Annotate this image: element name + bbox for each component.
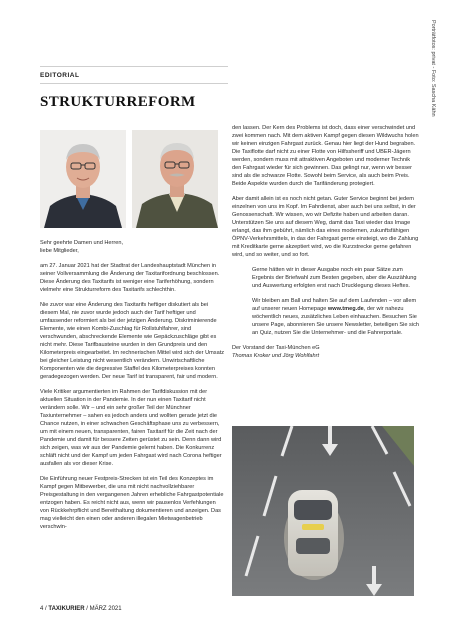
greeting-line-2: liebe Mitglieder,: [40, 248, 79, 254]
page-title: STRUKTURREFORM: [40, 94, 196, 110]
section-rule: [40, 83, 228, 84]
signoff-line: Der Vorstand der Taxi-München eG: [232, 345, 320, 351]
left-column: [40, 239, 226, 538]
page-number: 4: [40, 606, 44, 612]
photo-credit-text: Porträtfotos: privat - Foto: Sascha Kähn: [430, 20, 436, 117]
right-paragraph-2: Aber damit allein ist es noch nicht getan. Guter Service beginnt bei jedem einzelnen von uns im Kopf. Im Fahrdienst, aber auch bei uns selbst, in der Genossenschaft. Wir wissen, wo wir Defizite haben und arbeiten daran. Unterstützen Sie uns auf diesem Weg, damit das Taxi wieder das Image erlangt, das ihm gebührt, nämlich das eines modernen, zukunftsfähigen ÖPNV-Verkehrsmittels, in das der Fahrgast gerne einsteigt, wo die Zahlung mit Kreditkarte gerne akzeptiert wird, wo die Kurzstrecke gerne gefahren wird, und so weiter, und so fort.: [232, 196, 419, 258]
portrait-right: [132, 130, 218, 228]
right-paragraph-1: den lassen. Der Kern des Problems ist doch, dass einer verschwindet und zwei kommen nach. Mit dem aktiven Kampf gegen diesen Wildwuchs holen wir keinen einzigen Fahrgast zurück. Genau hier liegt der Hund begraben. Die Taxiflotte darf nicht zu einer Flotte von Hilfssheriff und UBER-Jägern werden, sondern muss mit attraktiven Angeboten und moderner Technik den Fahrgast wieder für sich gewinnen. Das gelingt nur, wenn wir besser sind als die schwarze Flotte. Sowohl beim Service, als auch beim Preis. Beide Aspekte wurden durch die Tarifänderung protegiert.: [232, 125, 419, 187]
left-paragraph-1: am 27. Januar 2021 hat der Stadtrat der Landeshauptstadt München in seiner Vollversammlung die Änderung der Taxitarifordnung beschlossen. Diese Änderung des Taxitarifs ist weniger eine Tariferhöhung, sondern vielmehr eine Strukturreform des Taxitarifs schlechthin.: [40, 263, 220, 293]
left-paragraph-4: Die Einführung neuer Festpreis-Strecken ist ein Teil des Konzeptes im Kampf gegen Mitbewerber, die uns mit nicht nachvollziehbarer Preisgestaltung in den vergangenen Jahren erhebliche Fahrgastpotentiale entzogen haben. Es reicht nicht aus, wenn wir pausenlos Verfehlungen von Rückkehrpflicht und Bereithaltung dokumentieren und anzeigen. Das mag vielleicht den einen oder anderen illegalen Mietwagenbetrieb verschwin-: [40, 476, 224, 530]
issue-date: / MÄRZ 2021: [84, 606, 122, 612]
homepage-outro: , der wir nahezu wöchentlich neues, zusätzliches Leben einhauchen. Besuchen Sie unsere Page, abonnieren Sie unsere Newsletter, beteiligen Sie sich an Quiz, nutzen Sie die Unternehmer- und die Fahrerportale.: [252, 306, 419, 336]
right-paragraph-3: Gerne hätten wir in dieser Ausgabe noch ein paar Sätze zum Ergebnis der Briefwahl zum Besten gegeben, aber die Auszählung und Auswertung erfolgten erst nach Drucklegung dieses Heftes.: [252, 267, 417, 289]
signoff: [232, 344, 420, 360]
top-rule: [40, 66, 228, 67]
magazine-name: TAXIKURIER: [48, 606, 85, 612]
footer: [40, 606, 122, 612]
homepage-intro: Wir bleiben am Ball und halten Sie auf dem Laufenden – vor allem auf unserer neuen Homepage: [252, 298, 417, 312]
portrait-right-image: [132, 130, 218, 228]
photo-credit: [425, 20, 439, 130]
left-paragraph-2: Nie zuvor war eine Änderung des Taxitarifs heftiger diskutiert als bei diesem Mal, nie zuvor wurde jedoch auch der Tarif heftiger und umfassender reformiert als bei der jetzigen Änderung. Diskriminierende Elemente, wie einen Kombi-Zuschlag für Rollstuhlfahrer, sind verschwunden, abschreckende Elemente wie Gepäckzuschläge gibt es nicht mehr. Diese Tarifbausteine wurden in den Grundpreis und den Kilometerpreis eingearbeitet. Im rechnerischen Mittel wird sich der Umsatz bei gleicher Leistung nicht wesentlich verändern. Unwirtschaftliche Komponenten wie die degressive Staffel des Kilometerpreises konnten geradegezogen werden. Der neue Tarif ist transparent, fair und modern.: [40, 302, 225, 380]
footer-separator: /: [43, 606, 49, 612]
signatures: Thomas Kroker und Jörg Wohlfahrt: [232, 353, 320, 359]
section-label: EDITORIAL: [40, 72, 80, 79]
portrait-left: [40, 130, 126, 228]
left-paragraph-3: Viele Kritiker argumentierten im Rahmen der Tarifdiskussion mit der aktuellen Situation in der Pandemie. In der nun einen Taxitarif nicht verändern solle. Wir – und ein sehr großer Teil der Münchner Taxiunternehmer – sahen es jedoch anders und wollten gerade jetzt die Chance nutzen, in einer schwachen Geschäftsphase uns zu verbessern, um mit einem neuen, transparenten, fairen Taxitarif für die Zeit nach der Pandemie und damit für bessere Zeiten gerüstet zu sein. Denn dann wird sich zeigen, was wir aus der Pandemie gelernt haben. Die Konkurrenz schläft nicht und der Kampf um jeden Fahrgast wird nach Corona heftiger ausfallen als vor dieser Krise.: [40, 389, 222, 467]
portrait-left-image: [40, 130, 126, 228]
road-taxi-image: [232, 426, 414, 596]
homepage-link[interactable]: www.tmeg.de: [327, 306, 364, 312]
road-photo: [232, 426, 414, 596]
right-column: [232, 124, 420, 367]
right-paragraph-4: [232, 297, 420, 337]
greeting-line-1: Sehr geehrte Damen und Herren,: [40, 240, 124, 246]
greeting: [40, 239, 226, 255]
